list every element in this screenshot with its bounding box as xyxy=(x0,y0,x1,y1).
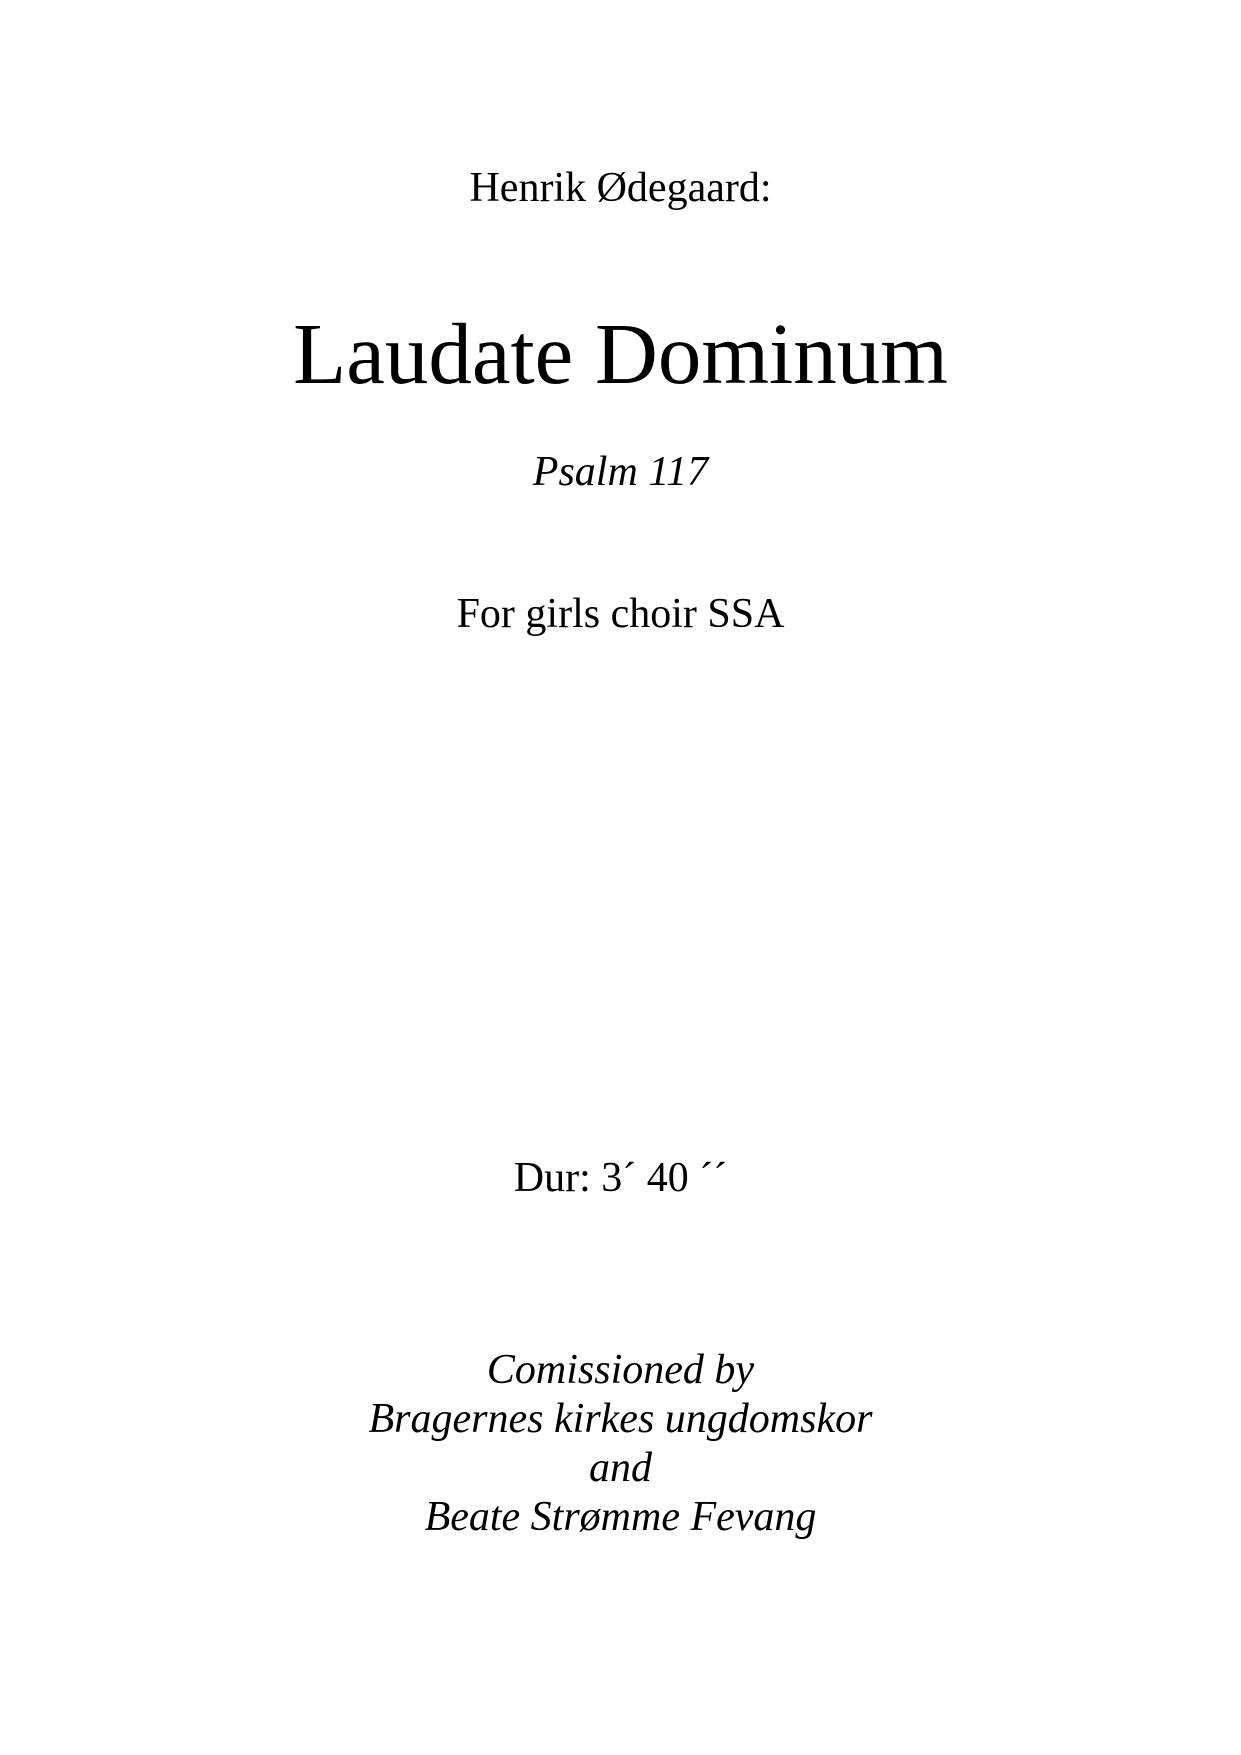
commission-line: Comissioned by xyxy=(486,1347,755,1393)
scoring-note: For girls choir SSA xyxy=(456,591,785,637)
duration-note: Dur: 3´ 40 ´´ xyxy=(513,1155,728,1201)
work-title: Laudate Dominum xyxy=(293,305,948,402)
commission-line: Beate Strømme Fevang xyxy=(424,1494,817,1540)
commission-line: and xyxy=(589,1445,652,1491)
work-subtitle: Psalm 117 xyxy=(532,449,709,495)
composer-name: Henrik Ødegaard: xyxy=(469,165,772,211)
commission-block xyxy=(0,1346,1241,1542)
commission-line: Bragernes kirkes ungdomskor xyxy=(368,1396,873,1442)
